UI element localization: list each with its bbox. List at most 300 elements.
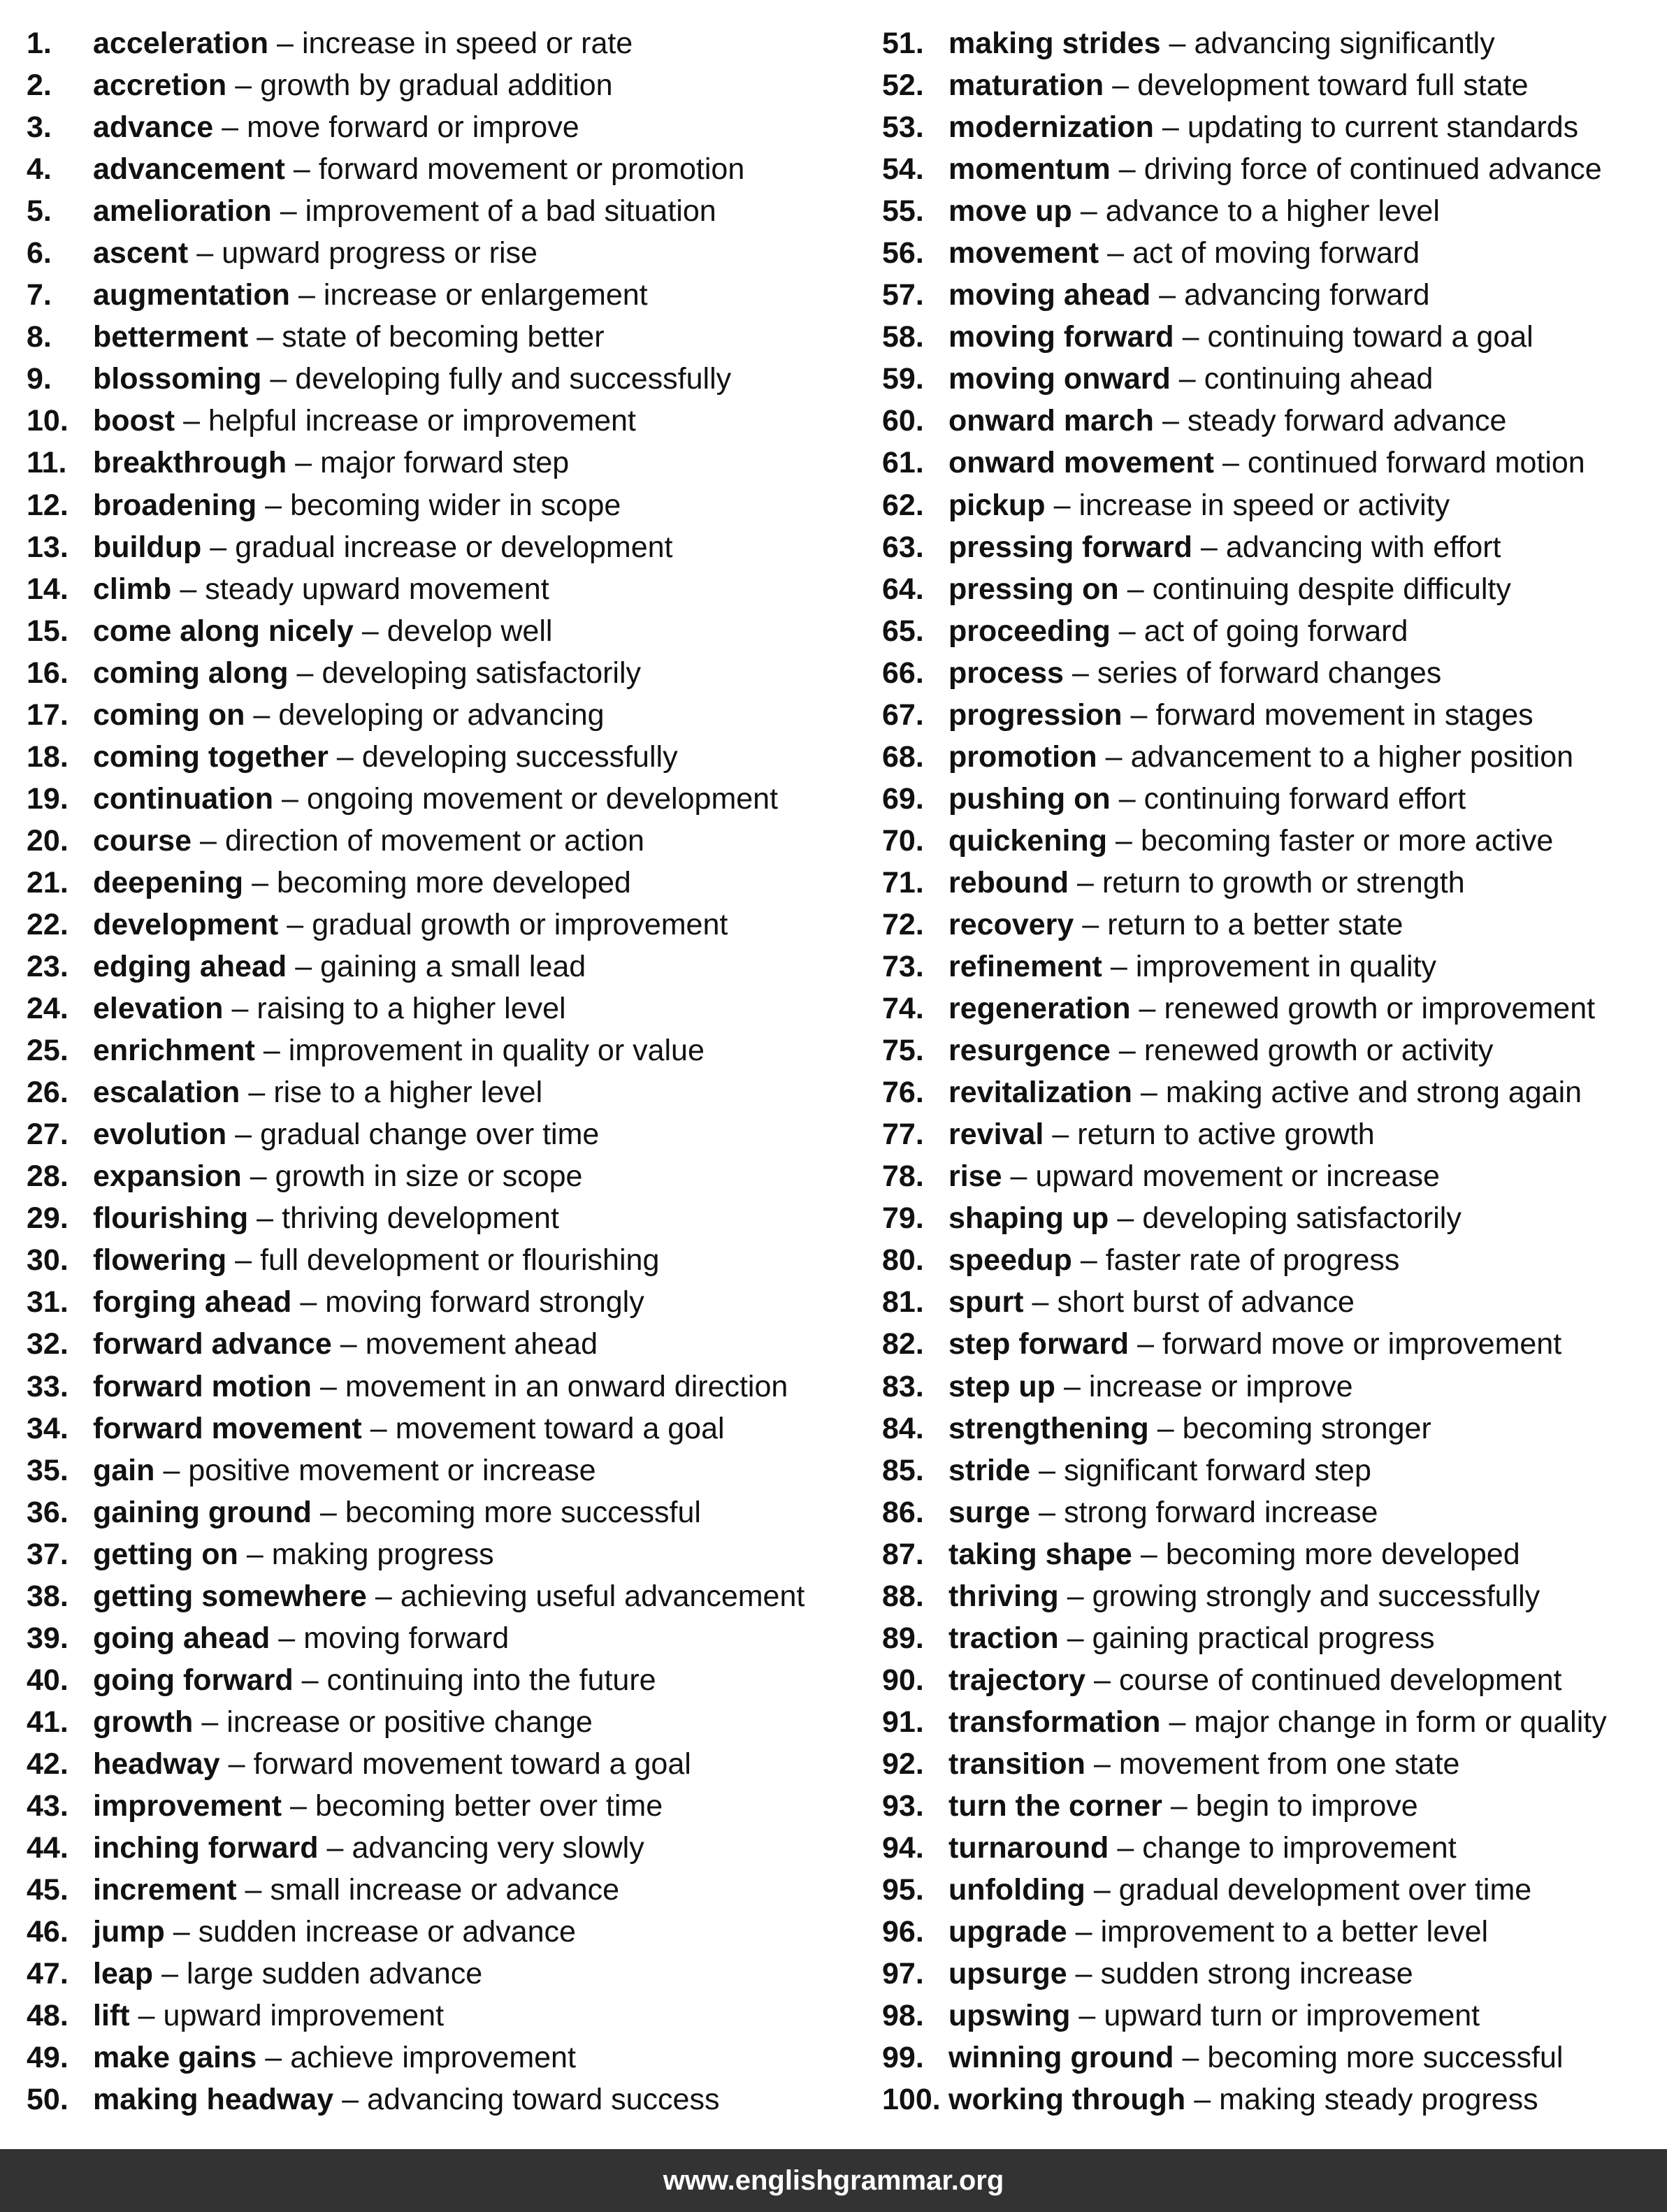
item-text <box>948 232 1420 274</box>
item-dash: – <box>295 446 312 480</box>
list-item <box>27 274 851 316</box>
item-number: 62. <box>882 488 924 522</box>
item-dash: – <box>1222 446 1239 480</box>
item-definition: develop well <box>387 614 553 648</box>
item-definition: gradual change over time <box>260 1118 600 1152</box>
item-number: 83. <box>882 1369 924 1403</box>
item-definition: advancing very slowly <box>352 1831 644 1865</box>
item-definition: movement from one state <box>1118 1747 1460 1781</box>
item-dash: – <box>1157 1411 1174 1445</box>
list-item <box>882 1785 1658 1827</box>
item-dash: – <box>250 1159 267 1194</box>
item-dash: – <box>1032 1285 1049 1320</box>
item-dash: – <box>1075 1957 1092 1991</box>
item-number: 65. <box>882 614 924 648</box>
item-definition: large sudden advance <box>187 1957 483 1991</box>
item-text <box>948 1533 1520 1575</box>
item-number: 11. <box>27 446 67 480</box>
item-term: increment <box>93 1873 237 1907</box>
item-text <box>93 904 728 946</box>
item-term: step forward <box>948 1327 1130 1361</box>
item-number: 51. <box>882 27 924 60</box>
item-dash: – <box>222 110 239 145</box>
item-term: make gains <box>93 2041 257 2075</box>
item-number: 53. <box>882 110 924 145</box>
item-definition: renewed growth or activity <box>1143 1034 1494 1068</box>
item-term: continuation <box>93 781 273 816</box>
item-definition: moving forward strongly <box>325 1285 644 1320</box>
item-term: surge <box>948 1495 1031 1529</box>
list-item <box>882 820 1658 862</box>
item-text <box>948 106 1578 148</box>
item-text <box>93 1533 494 1575</box>
item-definition: steady forward advance <box>1187 404 1507 438</box>
list-item <box>882 106 1658 148</box>
item-number: 44. <box>27 1831 68 1865</box>
item-term: expansion <box>93 1159 242 1194</box>
list-item <box>882 1450 1658 1491</box>
item-text <box>948 1071 1582 1113</box>
item-definition: becoming better over time <box>315 1788 663 1823</box>
item-number: 48. <box>27 1999 68 2033</box>
item-definition: gaining a small lead <box>320 950 586 984</box>
list-item <box>27 652 851 694</box>
item-number: 60. <box>882 404 924 438</box>
item-definition: upward progress or rise <box>222 236 537 270</box>
item-dash: – <box>1053 488 1071 522</box>
item-text <box>948 1785 1418 1827</box>
item-dash: – <box>1010 1159 1027 1194</box>
item-number: 45. <box>27 1873 68 1907</box>
item-text <box>93 1450 596 1491</box>
item-definition: increase in speed or rate <box>301 27 633 60</box>
item-definition: continuing into the future <box>326 1663 656 1697</box>
item-number: 75. <box>882 1034 924 1068</box>
item-number: 13. <box>27 530 68 564</box>
item-dash: – <box>201 1705 219 1739</box>
item-definition: gradual development over time <box>1118 1873 1532 1907</box>
item-number: 52. <box>882 68 924 103</box>
item-text <box>948 316 1534 358</box>
item-term: moving ahead <box>948 278 1151 312</box>
list-item <box>882 358 1658 400</box>
item-number: 73. <box>882 950 924 984</box>
item-text <box>948 694 1534 736</box>
item-text <box>93 1617 509 1659</box>
item-definition: increase or enlargement <box>323 278 648 312</box>
item-term: flourishing <box>93 1201 249 1236</box>
item-dash: – <box>301 1663 319 1697</box>
item-dash: – <box>246 1537 264 1571</box>
list-item <box>882 610 1658 652</box>
list-item <box>882 2037 1658 2079</box>
item-text <box>948 736 1573 778</box>
list-item <box>882 1911 1658 1953</box>
item-number: 84. <box>882 1411 924 1445</box>
item-definition: becoming faster or more active <box>1140 823 1554 858</box>
item-text <box>93 988 566 1029</box>
list-item <box>27 946 851 988</box>
list-item <box>27 1575 851 1617</box>
item-number: 99. <box>882 2041 924 2075</box>
item-number: 100. <box>882 2083 941 2117</box>
item-number: 71. <box>882 865 924 899</box>
item-text <box>948 1408 1431 1450</box>
item-term: revitalization <box>948 1076 1132 1110</box>
item-definition: steady upward movement <box>205 572 549 606</box>
item-number: 88. <box>882 1579 924 1613</box>
item-term: coming along <box>93 656 289 690</box>
list-item <box>27 820 851 862</box>
list-item <box>27 1701 851 1743</box>
item-text <box>93 862 631 904</box>
item-term: step up <box>948 1369 1055 1403</box>
item-text <box>93 1785 663 1827</box>
item-term: strengthening <box>948 1411 1149 1445</box>
list-item <box>27 862 851 904</box>
item-text <box>948 778 1466 820</box>
item-definition: return to active growth <box>1077 1118 1375 1152</box>
item-number: 70. <box>882 823 924 858</box>
item-number: 79. <box>882 1201 924 1236</box>
item-term: advance <box>93 110 214 145</box>
list-item <box>27 400 851 442</box>
item-definition: sudden increase or advance <box>198 1915 576 1949</box>
item-definition: becoming more developed <box>1165 1537 1520 1571</box>
item-term: traction <box>948 1621 1059 1655</box>
item-dash: – <box>336 739 354 774</box>
list-item <box>882 1575 1658 1617</box>
item-dash: – <box>1110 950 1127 984</box>
item-definition: advancing significantly <box>1194 27 1495 60</box>
list-item <box>27 2037 851 2079</box>
item-text <box>93 22 633 64</box>
item-definition: improvement in quality or value <box>288 1034 705 1068</box>
item-term: onward march <box>948 404 1154 438</box>
list-item <box>27 736 851 778</box>
item-text <box>93 1995 444 2037</box>
item-number: 89. <box>882 1621 924 1655</box>
item-definition: significant forward step <box>1064 1453 1371 1487</box>
item-dash: – <box>183 404 200 438</box>
item-dash: – <box>1067 1621 1084 1655</box>
item-text <box>93 1113 599 1155</box>
item-number: 80. <box>882 1243 924 1278</box>
item-term: promotion <box>948 739 1097 774</box>
item-dash: – <box>196 236 214 270</box>
item-definition: return to a better state <box>1107 907 1403 941</box>
list-item <box>27 1197 851 1239</box>
item-dash: – <box>1162 110 1179 145</box>
item-number: 33. <box>27 1369 68 1403</box>
item-term: improvement <box>93 1788 282 1823</box>
item-dash: – <box>370 1411 387 1445</box>
item-text <box>93 526 673 568</box>
item-dash: – <box>1105 739 1123 774</box>
item-term: pressing forward <box>948 530 1192 564</box>
item-number: 69. <box>882 781 924 816</box>
item-term: elevation <box>93 992 224 1026</box>
item-dash: – <box>265 488 282 522</box>
item-term: escalation <box>93 1076 240 1110</box>
item-text <box>93 568 549 610</box>
list-item <box>882 484 1658 526</box>
item-number: 9. <box>27 362 52 396</box>
item-text <box>93 1743 691 1785</box>
item-term: amelioration <box>93 194 272 229</box>
list-item <box>27 64 851 106</box>
item-definition: upward movement or increase <box>1035 1159 1440 1194</box>
item-text <box>93 1366 788 1408</box>
item-dash: – <box>1063 1369 1081 1403</box>
item-definition: series of forward changes <box>1097 656 1442 690</box>
item-dash: – <box>1169 27 1186 60</box>
item-definition: development toward full state <box>1137 68 1529 103</box>
item-definition: renewed growth or improvement <box>1164 992 1596 1026</box>
list-item <box>882 400 1658 442</box>
item-definition: full development or flourishing <box>260 1243 660 1278</box>
item-number: 27. <box>27 1118 68 1152</box>
item-number: 8. <box>27 320 52 354</box>
item-number: 24. <box>27 992 68 1026</box>
item-dash: – <box>1162 404 1179 438</box>
item-dash: – <box>1140 1076 1157 1110</box>
list-item <box>27 1743 851 1785</box>
item-term: upgrade <box>948 1915 1067 1949</box>
item-definition: act of going forward <box>1143 614 1408 648</box>
item-term: forward movement <box>93 1411 362 1445</box>
item-dash: – <box>1071 656 1089 690</box>
item-dash: – <box>1159 278 1176 312</box>
item-term: winning ground <box>948 2041 1174 2075</box>
item-term: breakthrough <box>93 446 287 480</box>
item-dash: – <box>1039 1453 1056 1487</box>
item-dash: – <box>295 950 312 984</box>
item-term: regeneration <box>948 992 1131 1026</box>
item-number: 56. <box>882 236 924 270</box>
item-number: 41. <box>27 1705 68 1739</box>
item-term: acceleration <box>93 27 268 60</box>
item-text <box>948 904 1403 946</box>
item-definition: positive movement or increase <box>188 1453 596 1487</box>
item-dash: – <box>1170 1788 1188 1823</box>
list-item <box>882 1827 1658 1869</box>
item-dash: – <box>319 1369 337 1403</box>
item-definition: driving force of continued advance <box>1143 152 1602 187</box>
item-term: moving onward <box>948 362 1171 396</box>
item-text <box>93 1239 659 1281</box>
list-item <box>882 988 1658 1029</box>
item-text <box>93 148 744 190</box>
item-definition: becoming wider in scope <box>290 488 621 522</box>
item-dash: – <box>1080 1243 1097 1278</box>
item-text <box>93 484 621 526</box>
item-text <box>948 64 1529 106</box>
item-dash: – <box>361 614 379 648</box>
item-text <box>948 1450 1371 1491</box>
item-definition: improvement of a bad situation <box>305 194 716 229</box>
item-definition: moving forward <box>303 1621 510 1655</box>
item-dash: – <box>1117 1831 1134 1865</box>
item-text <box>93 1575 804 1617</box>
item-dash: – <box>1078 1999 1096 2033</box>
item-definition: developing satisfactorily <box>322 656 642 690</box>
word-list-column-right <box>882 22 1658 2120</box>
item-term: working through <box>948 2083 1186 2117</box>
item-term: maturation <box>948 68 1104 103</box>
item-definition: forward movement or promotion <box>318 152 745 187</box>
item-term: quickening <box>948 823 1107 858</box>
item-definition: achieving useful advancement <box>400 1579 805 1613</box>
item-term: ascent <box>93 236 189 270</box>
list-item <box>882 862 1658 904</box>
word-list-column-left <box>27 22 851 2120</box>
item-definition: making progress <box>271 1537 494 1571</box>
item-dash: – <box>282 781 298 816</box>
item-number: 3. <box>27 110 52 145</box>
item-definition: increase or improve <box>1088 1369 1353 1403</box>
item-definition: state of becoming better <box>282 320 605 354</box>
item-dash: – <box>1094 1663 1111 1697</box>
item-text <box>948 1281 1355 1323</box>
item-dash: – <box>1118 614 1136 648</box>
item-dash: – <box>231 992 249 1026</box>
item-dash: – <box>248 1076 266 1110</box>
list-item <box>27 1491 851 1533</box>
item-text <box>948 568 1511 610</box>
item-definition: raising to a higher level <box>257 992 566 1026</box>
item-term: refinement <box>948 950 1102 984</box>
item-number: 85. <box>882 1453 924 1487</box>
item-number: 92. <box>882 1747 924 1781</box>
item-text <box>93 1323 598 1365</box>
item-text <box>93 1029 705 1071</box>
item-term: pressing on <box>948 572 1119 606</box>
list-item <box>27 1659 851 1701</box>
item-dash: – <box>1118 152 1136 187</box>
item-term: climb <box>93 572 172 606</box>
list-item <box>882 1743 1658 1785</box>
item-term: movement <box>948 236 1099 270</box>
item-dash: – <box>277 27 294 60</box>
list-item <box>27 610 851 652</box>
item-dash: – <box>173 1915 190 1949</box>
item-term: turnaround <box>948 1831 1109 1865</box>
item-definition: advancing forward <box>1184 278 1430 312</box>
item-term: course <box>93 823 192 858</box>
list-item <box>27 1323 851 1365</box>
item-definition: forward move or improvement <box>1162 1327 1562 1361</box>
item-number: 39. <box>27 1621 68 1655</box>
item-text <box>948 946 1436 988</box>
item-text <box>948 862 1465 904</box>
item-number: 59. <box>882 362 924 396</box>
item-text <box>948 1995 1480 2037</box>
item-dash: – <box>1107 236 1125 270</box>
item-definition: movement toward a goal <box>395 1411 725 1445</box>
item-number: 58. <box>882 320 924 354</box>
item-dash: – <box>200 823 217 858</box>
item-definition: gradual increase or development <box>235 530 673 564</box>
item-definition: act of moving forward <box>1132 236 1420 270</box>
item-definition: developing fully and successfully <box>295 362 732 396</box>
item-definition: movement ahead <box>365 1327 598 1361</box>
item-text <box>948 274 1429 316</box>
item-definition: forward movement in stages <box>1155 697 1534 732</box>
list-item <box>27 106 851 148</box>
item-text <box>948 610 1408 652</box>
item-number: 15. <box>27 614 68 648</box>
item-text <box>93 1659 656 1701</box>
list-item <box>882 274 1658 316</box>
item-number: 19. <box>27 781 68 816</box>
item-dash: – <box>1080 194 1097 229</box>
item-dash: – <box>1112 68 1130 103</box>
item-definition: strong forward increase <box>1064 1495 1378 1529</box>
item-number: 93. <box>882 1788 924 1823</box>
list-item <box>882 190 1658 232</box>
list-item <box>27 988 851 1029</box>
item-definition: improvement to a better level <box>1100 1915 1489 1949</box>
item-dash: – <box>1093 1873 1111 1907</box>
item-dash: – <box>300 1285 317 1320</box>
item-definition: becoming more successful <box>345 1495 701 1529</box>
item-number: 18. <box>27 739 68 774</box>
item-text <box>93 400 636 442</box>
item-number: 86. <box>882 1495 924 1529</box>
item-dash: – <box>1052 1118 1069 1152</box>
item-definition: rise to a higher level <box>273 1076 543 1110</box>
item-definition: ongoing movement or development <box>306 781 779 816</box>
item-term: pickup <box>948 488 1046 522</box>
item-definition: movement in an onward direction <box>345 1369 788 1403</box>
item-term: growth <box>93 1705 194 1739</box>
item-number: 81. <box>882 1285 924 1320</box>
item-term: spurt <box>948 1285 1024 1320</box>
item-dash: – <box>1169 1705 1186 1739</box>
item-dash: – <box>1182 2041 1199 2075</box>
item-definition: upward improvement <box>163 1999 445 2033</box>
item-number: 68. <box>882 739 924 774</box>
item-number: 94. <box>882 1831 924 1865</box>
footer-url[interactable]: www.englishgrammar.org <box>663 2165 1004 2196</box>
item-number: 87. <box>882 1537 924 1571</box>
list-item <box>27 358 851 400</box>
item-number: 12. <box>27 488 68 522</box>
item-number: 72. <box>882 907 924 941</box>
item-number: 26. <box>27 1076 68 1110</box>
item-definition: return to growth or strength <box>1102 865 1465 899</box>
item-dash: – <box>235 1243 252 1278</box>
item-dash: – <box>1127 572 1144 606</box>
item-text <box>93 1911 576 1953</box>
item-text <box>93 106 579 148</box>
list-item <box>882 1533 1658 1575</box>
list-item <box>882 442 1658 484</box>
item-number: 47. <box>27 1957 68 1991</box>
item-number: 63. <box>882 530 924 564</box>
item-number: 31. <box>27 1285 68 1320</box>
item-dash: – <box>1093 1747 1111 1781</box>
item-number: 22. <box>27 907 68 941</box>
list-item <box>27 232 851 274</box>
item-term: deepening <box>93 865 244 899</box>
item-term: speedup <box>948 1243 1072 1278</box>
item-dash: – <box>138 1999 155 2033</box>
item-number: 17. <box>27 697 68 732</box>
list-item <box>882 1617 1658 1659</box>
item-dash: – <box>1117 1201 1134 1236</box>
